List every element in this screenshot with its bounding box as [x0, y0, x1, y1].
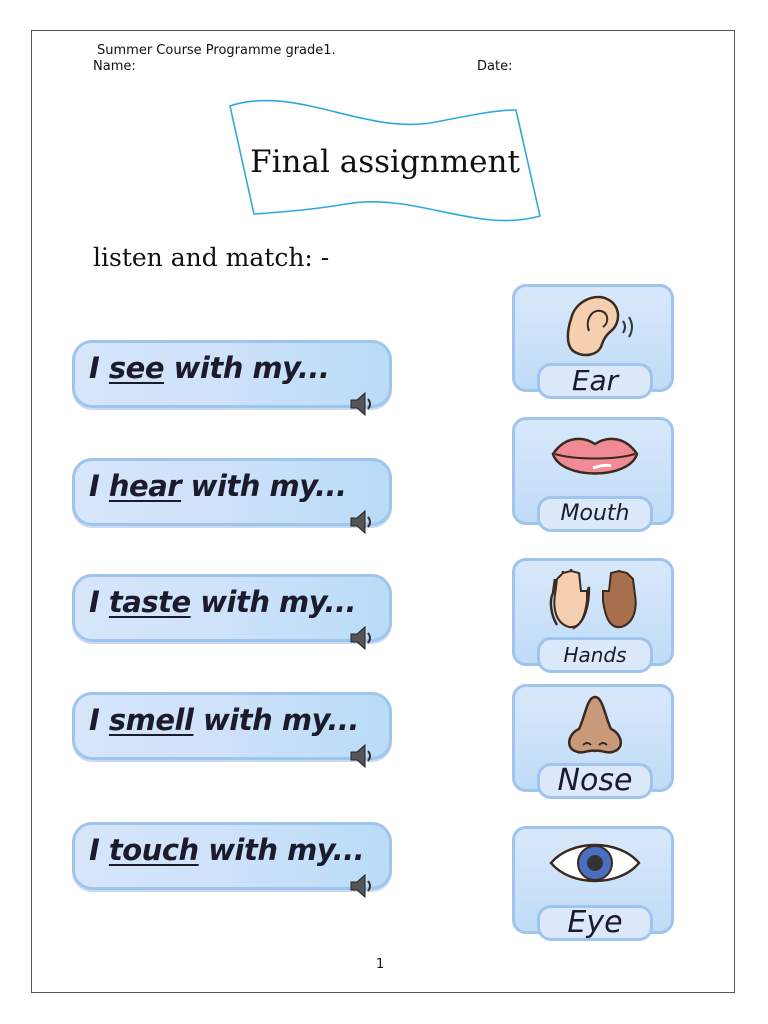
verb-taste: taste	[108, 585, 191, 619]
speaker-icon[interactable]	[347, 623, 377, 653]
sentence-card-touch[interactable]	[72, 822, 392, 890]
word-card-eye[interactable]	[512, 826, 674, 940]
speaker-icon[interactable]	[347, 389, 377, 419]
verb-touch: touch	[108, 833, 199, 867]
instruction-text: listen and match: -	[93, 243, 330, 272]
verb-see: see	[108, 351, 164, 385]
sentence-card-hear[interactable]	[72, 458, 392, 526]
page-number: 1	[376, 957, 385, 972]
speaker-icon[interactable]	[347, 507, 377, 537]
verb-smell: smell	[108, 703, 194, 737]
sentence-card-taste[interactable]	[72, 574, 392, 642]
title-banner	[226, 92, 544, 234]
word-card-ear[interactable]	[512, 284, 674, 397]
sentence-text: I see with my...	[89, 351, 330, 385]
eye-icon	[545, 833, 645, 899]
word-card-mouth[interactable]	[512, 417, 674, 525]
sentence-card-smell[interactable]	[72, 692, 392, 760]
word-label-mouth: Mouth	[537, 496, 653, 532]
hands-icon	[545, 565, 645, 631]
name-label: Name:	[93, 59, 136, 74]
sentence-text: I touch with my...	[89, 833, 365, 867]
word-label-ear: Ear	[537, 363, 653, 399]
sentence-text: I smell with my...	[89, 703, 359, 737]
word-card-hands[interactable]	[512, 558, 674, 666]
nose-icon	[545, 691, 645, 757]
date-label: Date:	[477, 59, 513, 74]
sentence-card-see[interactable]	[72, 340, 392, 408]
course-heading: Summer Course Programme grade1.	[97, 43, 336, 58]
verb-hear: hear	[108, 469, 182, 503]
word-label-hands: Hands	[537, 637, 653, 673]
word-label-nose: Nose	[537, 763, 653, 799]
sentence-text: I taste with my...	[89, 585, 357, 619]
ear-icon	[545, 291, 645, 357]
speaker-icon[interactable]	[347, 871, 377, 901]
mouth-icon	[545, 424, 645, 490]
page-title: Final assignment	[250, 144, 520, 180]
sentence-text: I hear with my...	[89, 469, 347, 503]
word-label-eye: Eye	[537, 905, 653, 941]
speaker-icon[interactable]	[347, 741, 377, 771]
word-card-nose[interactable]	[512, 684, 674, 798]
